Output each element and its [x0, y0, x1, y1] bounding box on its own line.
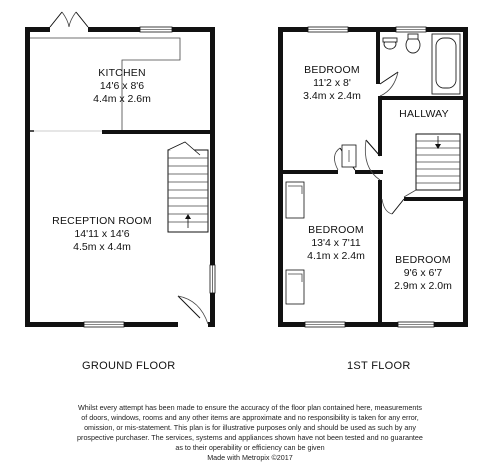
room-size-metric: 2.9m x 2.0m [394, 280, 452, 292]
disclaimer-text [60, 403, 440, 463]
disclaimer-line: prospective purchaser. The services, systems and appliances shown have not been tested and no guarantee [77, 433, 423, 442]
room-label-bedroom-3 [384, 254, 462, 293]
room-name: RECEPTION ROOM [52, 215, 152, 227]
ground-floor-plan [25, 12, 215, 327]
bathroom-fixtures [383, 34, 460, 94]
room-label-kitchen [70, 67, 174, 106]
room-size-imperial: 14'11 x 14'6 [74, 228, 130, 240]
room-size-metric: 3.4m x 2.4m [303, 90, 361, 102]
first-floor-title: 1ST FLOOR [347, 360, 411, 372]
room-size-metric: 4.1m x 2.4m [307, 250, 365, 262]
disclaimer-credit: Made with Metropix ©2017 [207, 453, 293, 462]
disclaimer-line: of doors, windows, rooms and any other items are approximate and no responsibility is taken for any error, [81, 413, 419, 422]
ground-floor-title: GROUND FLOOR [82, 360, 176, 372]
ground-stairs [168, 142, 208, 232]
room-name: BEDROOM [304, 64, 360, 76]
room-size-imperial: 13'4 x 7'11 [311, 237, 361, 249]
disclaimer-line: Whilst every attempt has been made to ensure the accuracy of the floor plan contained here, measurements [78, 403, 422, 412]
room-label-bedroom-2 [294, 224, 378, 263]
room-name: HALLWAY [399, 108, 449, 120]
room-name: BEDROOM [308, 224, 364, 236]
room-name: KITCHEN [98, 67, 146, 79]
room-size-imperial: 9'6 x 6'7 [403, 267, 443, 279]
disclaimer-line: as to their operability or efficiency can be given [175, 443, 325, 452]
room-size-metric: 4.4m x 2.6m [93, 93, 151, 105]
first-floor-stairs [404, 134, 460, 197]
room-size-imperial: 14'6 x 8'6 [99, 80, 145, 92]
room-size-imperial: 11'2 x 8' [313, 77, 351, 89]
room-label-reception [40, 215, 164, 254]
room-label-hallway [388, 108, 460, 121]
disclaimer-line: omission, or mis-statement. This plan is for illustrative purposes only and should be used as such by any [84, 423, 416, 432]
room-name: BEDROOM [395, 254, 451, 266]
room-size-metric: 4.5m x 4.4m [73, 241, 131, 253]
room-label-bedroom-1 [290, 64, 374, 103]
